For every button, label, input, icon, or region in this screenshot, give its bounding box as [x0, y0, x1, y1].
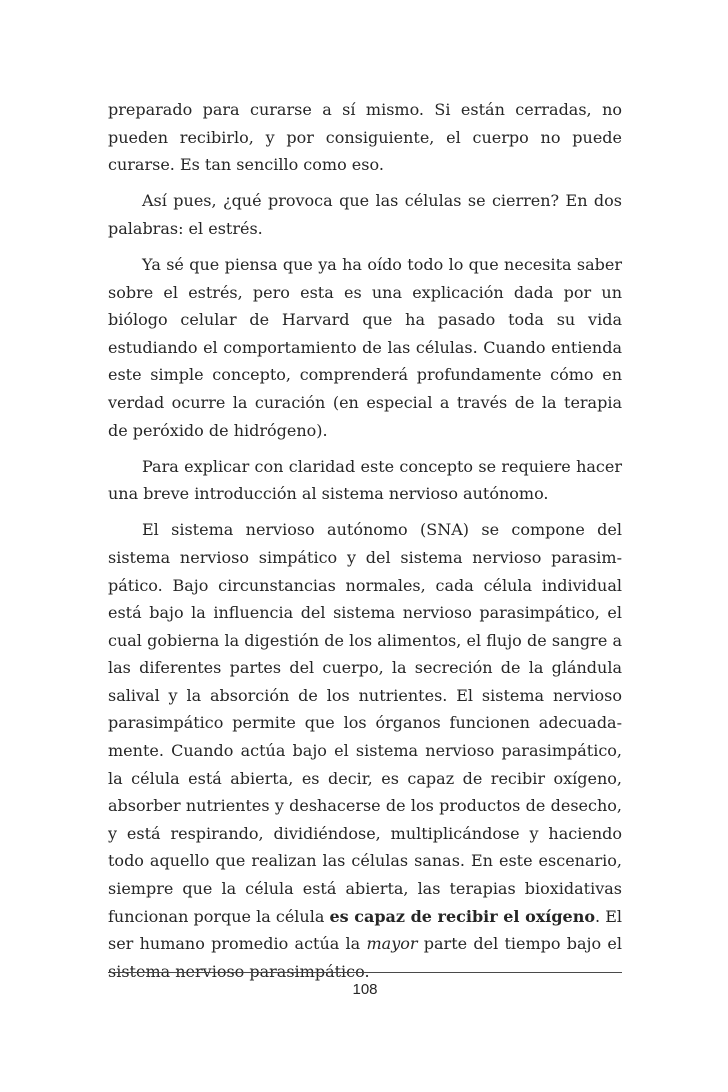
ans-text-part-3: parte del tiempo bajo el sistema nervioso parasimpático.	[108, 934, 623, 981]
ans-text-part-1: El sistema nervioso autónomo (SNA) se compone del sistema nervioso simpático y del sistema nervioso parasimpático. Bajo circunstancias normales, cada célula individual está bajo la influencia del sistema nervioso parasimpático, el cual gobierna la digestión de los alimentos, el flujo de sangre a las diferentes partes del cuerpo, la secreción de la glándula salival y la absorción de los nutrientes. El sistema nervioso parasimpático permite que los órganos funcionen adecuadamente. Cuando actúa bajo el sistema nervioso parasimpático, la célula está abierta, es decir, es capaz de recibir oxígeno, absorber nutrientes y deshacerse de los productos de desecho, y está respirando, dividiéndose, multiplicándose y haciendo todo aquello que realizan las células sanas. En este escenario, siempre que la célula está abierta, las terapias bioxidativas funcionan porque la célula	[108, 520, 622, 926]
paragraph-harvard-biologist: Ya sé que piensa que ya ha oído todo lo que necesita saber sobre el estrés, pero esta es una explicación dada por un biólogo celular de Harvard que ha pasado toda su vida estudiando el comportamiento de las células. Cuando entienda este simple concepto, comprenderá profundamente cómo en verdad ocurre la curación (en especial a través de la terapia de peróxido de hidrógeno).	[108, 254, 622, 440]
paragraph-stress-question: Así pues, ¿qué provoca que las células se cierren? En dos palabras: el estrés.	[108, 191, 622, 238]
paragraph-ans-intro: Para explicar con claridad este concepto se requiere hacer una breve introducción al sistema nervioso autónomo.	[108, 456, 622, 504]
body-text	[108, 96, 622, 985]
ans-text-part-2: . El ser humano promedio actúa la	[108, 906, 623, 954]
ans-text-bold: es capaz de recibir el oxígeno	[329, 906, 596, 926]
paragraph-ans-explanation	[108, 516, 622, 985]
paragraph-continuation: preparado para curarse a sí mismo. Si están cerradas, no pueden recibirlo, y por consiguiente, el cuerpo no puede curarse. Es tan sencillo como eso.	[108, 100, 622, 175]
footer-divider	[108, 972, 622, 973]
page-number: 108	[352, 981, 378, 998]
ans-text-italic: mayor	[366, 934, 418, 954]
